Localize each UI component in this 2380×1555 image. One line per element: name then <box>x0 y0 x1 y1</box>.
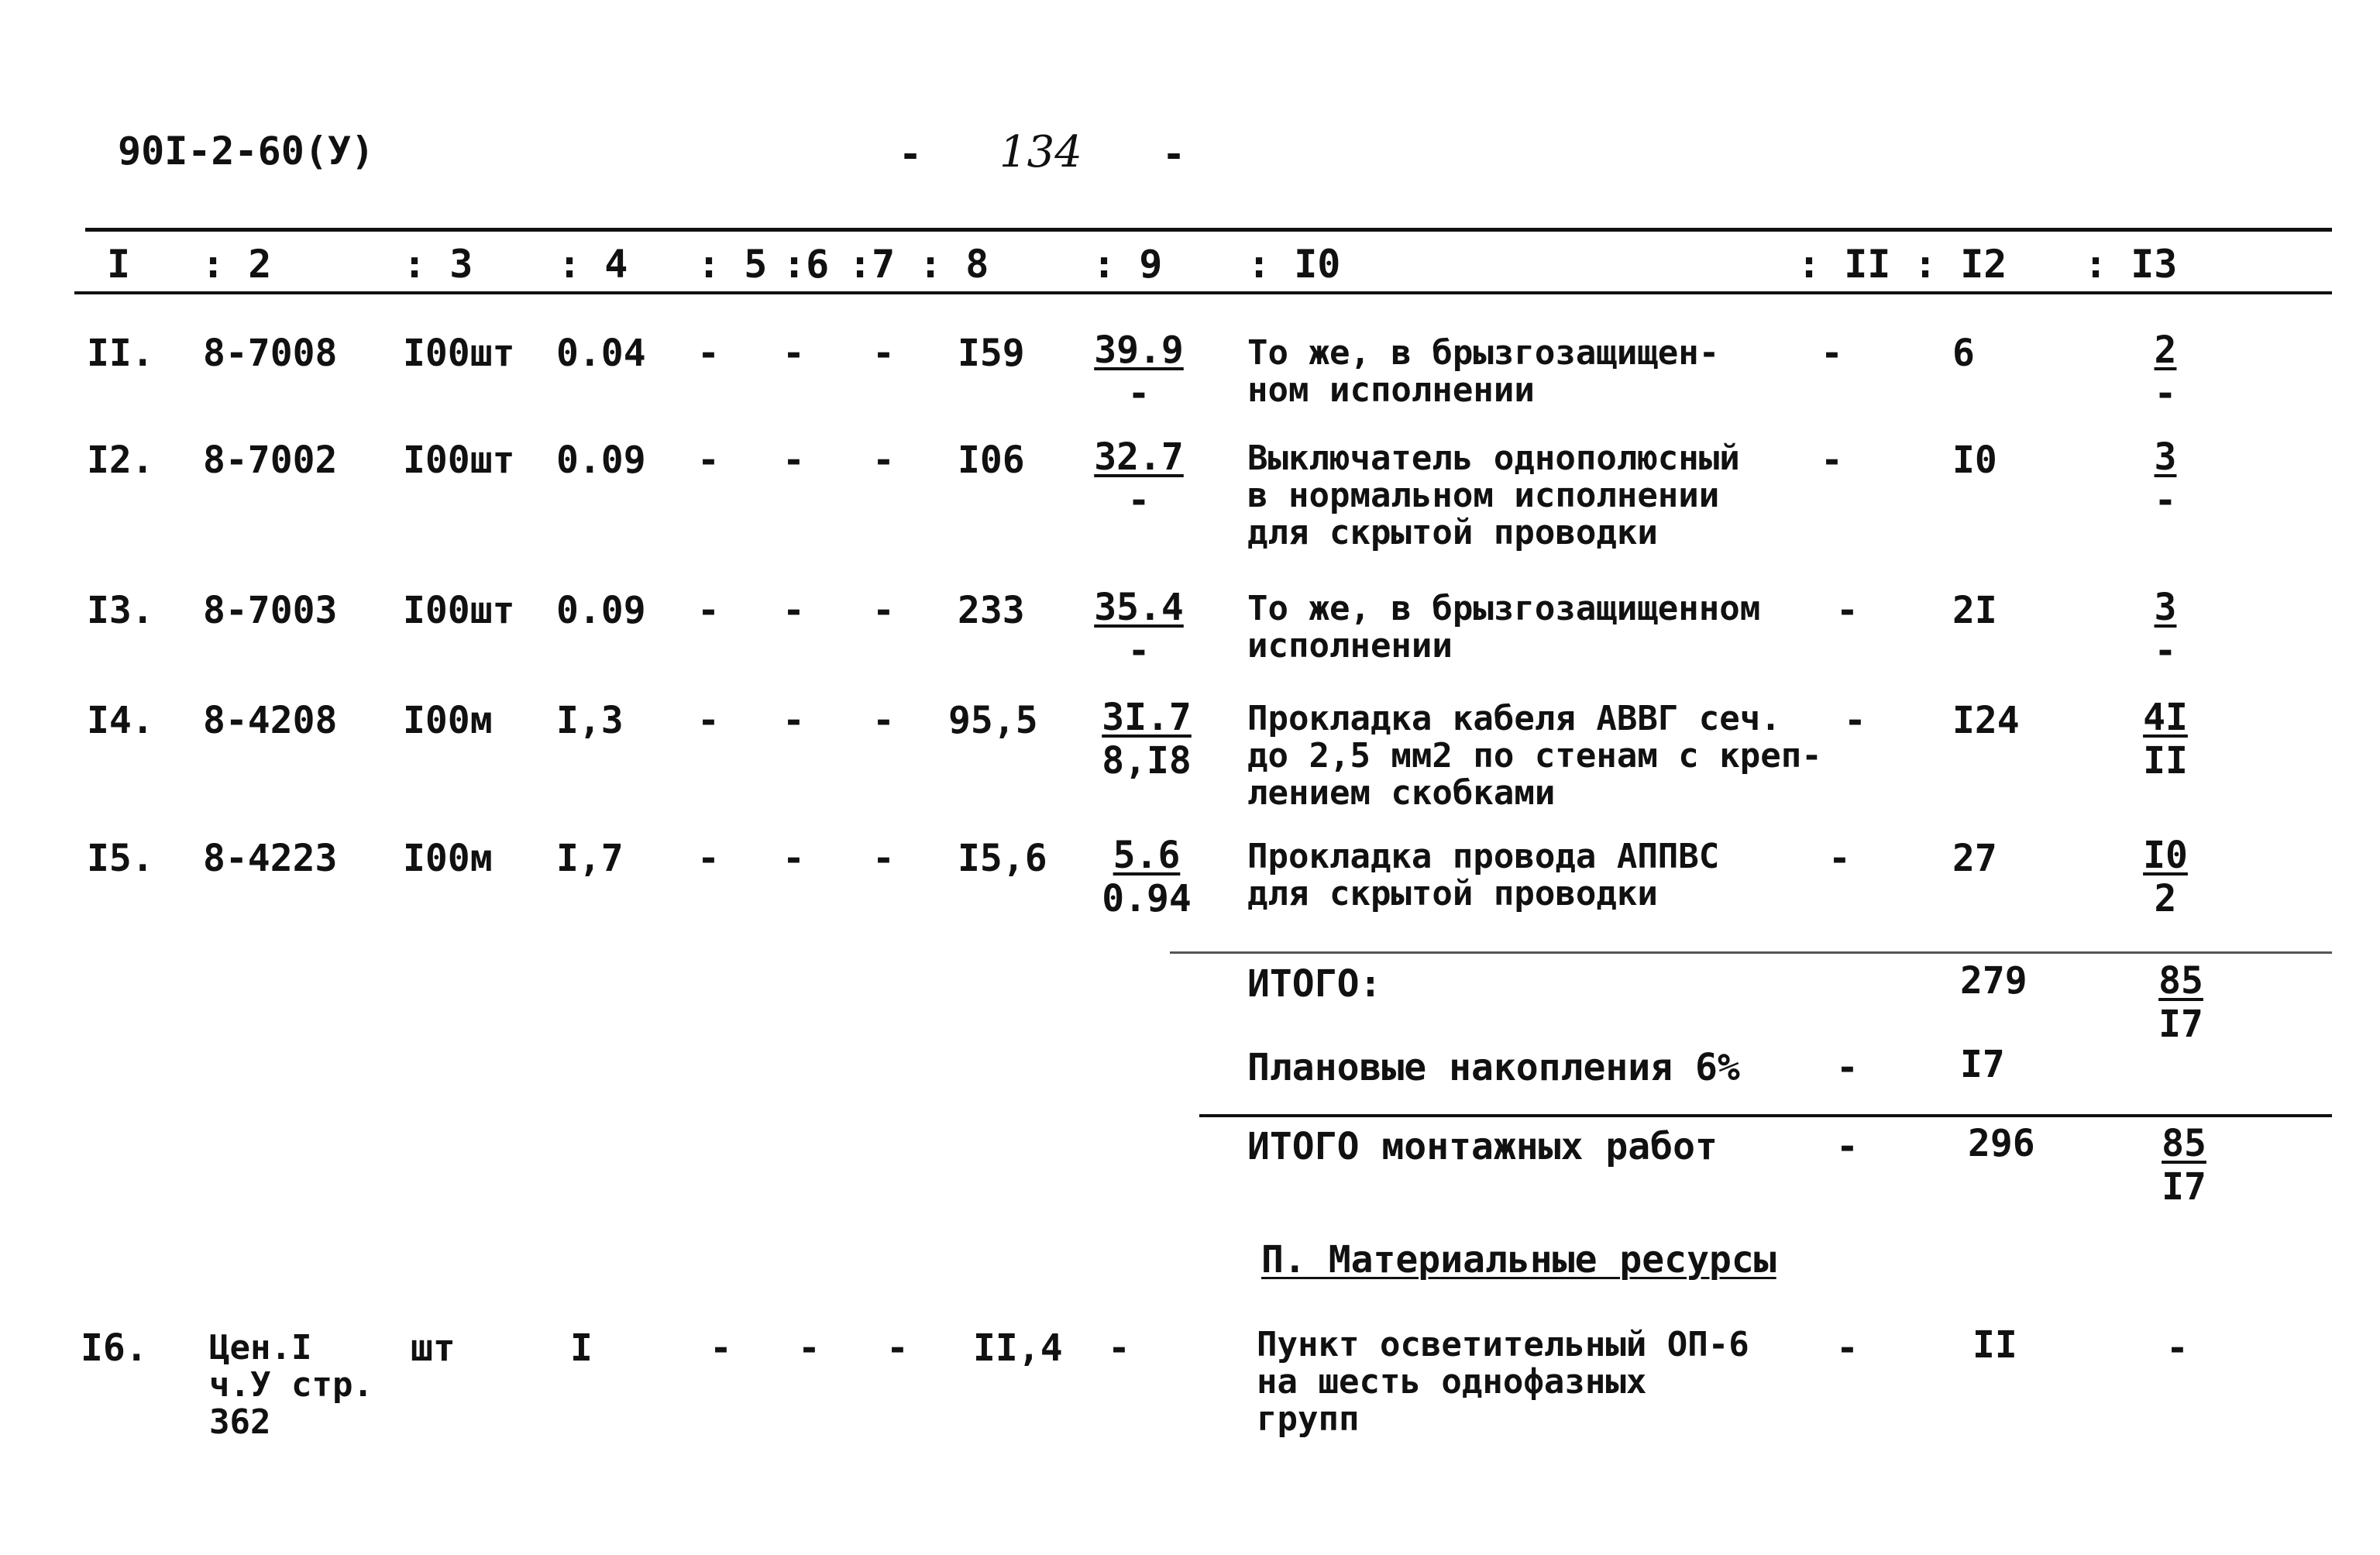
planned-savings-col12: I7 <box>1960 1043 2005 1086</box>
row-12-col6: - <box>782 439 805 482</box>
totals-dashed-rule <box>1170 951 2332 954</box>
col-header-2: : 2 <box>201 242 272 287</box>
row-16-number: I6. <box>81 1326 148 1370</box>
row-12-col12: I0 <box>1952 439 1997 482</box>
row-16-col12: II <box>1972 1323 2017 1367</box>
row-13-col9 <box>1085 586 1193 673</box>
row-16-unit: шт <box>411 1326 456 1370</box>
col-header-1: I <box>107 242 131 287</box>
row-13-col7: - <box>872 589 895 632</box>
row-15-col13 <box>2123 834 2208 920</box>
row-11-col9-bottom: - <box>1127 372 1150 415</box>
row-14-col6: - <box>782 699 805 742</box>
itogo-col13-top: 85 <box>2158 959 2203 1003</box>
row-14-col7: - <box>872 699 895 742</box>
page-dash-left: - <box>899 132 923 177</box>
row-12-col5: - <box>697 439 720 482</box>
row-12-number: I2. <box>87 439 154 482</box>
itogo-col13-bottom: I7 <box>2158 1003 2203 1046</box>
row-12-col13-top: 3 <box>2154 435 2177 479</box>
row-14-qty: I,3 <box>556 699 624 742</box>
row-11-col13 <box>2123 329 2208 415</box>
planned-savings-col11: - <box>1836 1046 1859 1089</box>
row-12-unit: I00шт <box>403 439 515 482</box>
row-16-code: Цен.I ч.У стр. 362 <box>209 1328 373 1442</box>
row-11-col9 <box>1085 329 1193 415</box>
row-15-col9-top: 5.6 <box>1113 834 1181 877</box>
row-16-col5: - <box>710 1326 732 1370</box>
row-14-col13-top: 4I <box>2143 696 2188 739</box>
row-15-col9-bottom: 0.94 <box>1102 877 1192 920</box>
col-header-6: :6 <box>782 242 830 287</box>
row-14-col5: - <box>697 699 720 742</box>
itogo-label: ИТОГО: <box>1247 962 1382 1006</box>
col-header-13: : I3 <box>2084 242 2178 287</box>
mounting-total-col13 <box>2141 1122 2227 1209</box>
planned-savings-label: Плановые накопления 6% <box>1247 1046 1740 1089</box>
row-11-code: 8-7008 <box>203 332 338 375</box>
col-header-8: : 8 <box>919 242 989 287</box>
row-14-unit: I00м <box>403 699 493 742</box>
col-header-11: : II <box>1797 242 1891 287</box>
mounting-total-col11: - <box>1836 1125 1859 1168</box>
row-12-col9 <box>1085 435 1193 522</box>
row-13-col11: - <box>1836 589 1859 632</box>
row-12-col9-bottom: - <box>1127 479 1150 522</box>
row-11-col6: - <box>782 332 805 375</box>
row-15-col12: 27 <box>1952 837 1997 880</box>
row-13-col13-top: 3 <box>2154 586 2177 629</box>
page-number: 134 <box>999 127 1082 177</box>
row-11-number: II. <box>87 332 154 375</box>
row-13-unit: I00шт <box>403 589 515 632</box>
page-dash-right: - <box>1162 132 1186 177</box>
itogo-col12: 279 <box>1960 959 2027 1003</box>
row-15-col13-top: I0 <box>2143 834 2188 877</box>
row-11-col5: - <box>697 332 720 375</box>
row-13-col8: 233 <box>958 589 1025 632</box>
row-11-col11: - <box>1821 332 1843 375</box>
itogo-col13 <box>2138 959 2224 1046</box>
row-15-code: 8-4223 <box>203 837 338 880</box>
row-13-number: I3. <box>87 589 154 632</box>
row-14-col9 <box>1085 696 1209 783</box>
row-12-col7: - <box>872 439 895 482</box>
col-header-4: : 4 <box>558 242 628 287</box>
row-12-description: Выключатель однополюсный в нормальном исполнении для скрытой проводки <box>1247 439 1740 552</box>
col-header-10: : I0 <box>1247 242 1341 287</box>
row-11-unit: I00шт <box>403 332 515 375</box>
row-11-qty: 0.04 <box>556 332 646 375</box>
row-14-col12: I24 <box>1952 699 2020 742</box>
mounting-total-label: ИТОГО монтажных работ <box>1247 1125 1718 1168</box>
row-11-col7: - <box>872 332 895 375</box>
row-14-col11: - <box>1844 699 1866 742</box>
row-12-code: 8-7002 <box>203 439 338 482</box>
mounting-total-col13-bottom: I7 <box>2162 1165 2206 1209</box>
row-11-description: То же, в брызгозащищен- ном исполнении <box>1247 333 1720 410</box>
header-bottom-rule <box>74 291 2332 294</box>
row-11-col12: 6 <box>1952 332 1975 375</box>
row-12-col11: - <box>1821 439 1843 482</box>
row-16-col8: II,4 <box>973 1326 1063 1370</box>
row-14-col13-bottom: II <box>2143 739 2188 783</box>
row-13-description: То же, в брызгозащищенном исполнении <box>1247 589 1761 666</box>
row-12-col13-bottom: - <box>2154 479 2177 522</box>
row-16-qty: I <box>570 1326 593 1370</box>
row-16-col11: - <box>1836 1326 1859 1370</box>
row-15-unit: I00м <box>403 837 493 880</box>
row-15-description: Прокладка провода АППВС для скрытой проводки <box>1247 837 1720 913</box>
row-14-col9-bottom: 8,I8 <box>1102 739 1192 783</box>
row-14-description: Прокладка кабеля АВВГ сеч. до 2,5 мм2 по стенам с креп- лением скобками <box>1247 699 1822 813</box>
totals-rule <box>1199 1114 2332 1117</box>
row-16-col13: - <box>2166 1326 2189 1370</box>
row-14-code: 8-4208 <box>203 699 338 742</box>
row-15-number: I5. <box>87 837 154 880</box>
row-16-col7: - <box>886 1326 909 1370</box>
row-15-col6: - <box>782 837 805 880</box>
row-15-col13-bottom: 2 <box>2154 877 2177 920</box>
row-15-qty: I,7 <box>556 837 624 880</box>
mounting-total-col12: 296 <box>1968 1122 2035 1165</box>
col-header-3: : 3 <box>403 242 473 287</box>
col-header-9: : 9 <box>1092 242 1163 287</box>
section-title: П. Материальные ресурсы <box>1261 1238 1776 1281</box>
row-13-code: 8-7003 <box>203 589 338 632</box>
row-13-col6: - <box>782 589 805 632</box>
row-13-col5: - <box>697 589 720 632</box>
header-top-rule <box>85 228 2332 232</box>
row-11-col13-bottom: - <box>2154 372 2177 415</box>
row-14-col9-top: 3I.7 <box>1102 696 1192 739</box>
row-13-col12: 2I <box>1952 589 1997 632</box>
row-16-col6: - <box>798 1326 820 1370</box>
row-15-col7: - <box>872 837 895 880</box>
row-14-col8: 95,5 <box>948 699 1038 742</box>
row-13-col9-top: 35.4 <box>1094 586 1184 629</box>
row-11-col9-top: 39.9 <box>1094 329 1184 372</box>
row-12-col8: I06 <box>958 439 1025 482</box>
row-12-col9-top: 32.7 <box>1094 435 1184 479</box>
col-header-7: :7 <box>848 242 896 287</box>
row-12-qty: 0.09 <box>556 439 646 482</box>
document-code: 90I-2-60(У) <box>118 129 375 174</box>
mounting-total-col13-top: 85 <box>2162 1122 2206 1165</box>
row-15-col5: - <box>697 837 720 880</box>
row-12-col13 <box>2123 435 2208 522</box>
row-11-col8: I59 <box>958 332 1025 375</box>
row-15-col9 <box>1085 834 1209 920</box>
row-13-col9-bottom: - <box>1127 629 1150 673</box>
row-14-col13 <box>2123 696 2208 783</box>
row-15-col8: I5,6 <box>958 837 1047 880</box>
col-header-12: : I2 <box>1914 242 2007 287</box>
col-header-5: : 5 <box>697 242 768 287</box>
row-16-description: Пункт осветительный ОП-6 на шесть однофазных групп <box>1257 1325 1749 1439</box>
row-14-number: I4. <box>87 699 154 742</box>
row-13-qty: 0.09 <box>556 589 646 632</box>
row-16-col9: - <box>1108 1326 1130 1370</box>
row-11-col13-top: 2 <box>2154 329 2177 372</box>
row-13-col13 <box>2123 586 2208 673</box>
row-15-col11: - <box>1828 837 1851 880</box>
row-13-col13-bottom: - <box>2154 629 2177 673</box>
